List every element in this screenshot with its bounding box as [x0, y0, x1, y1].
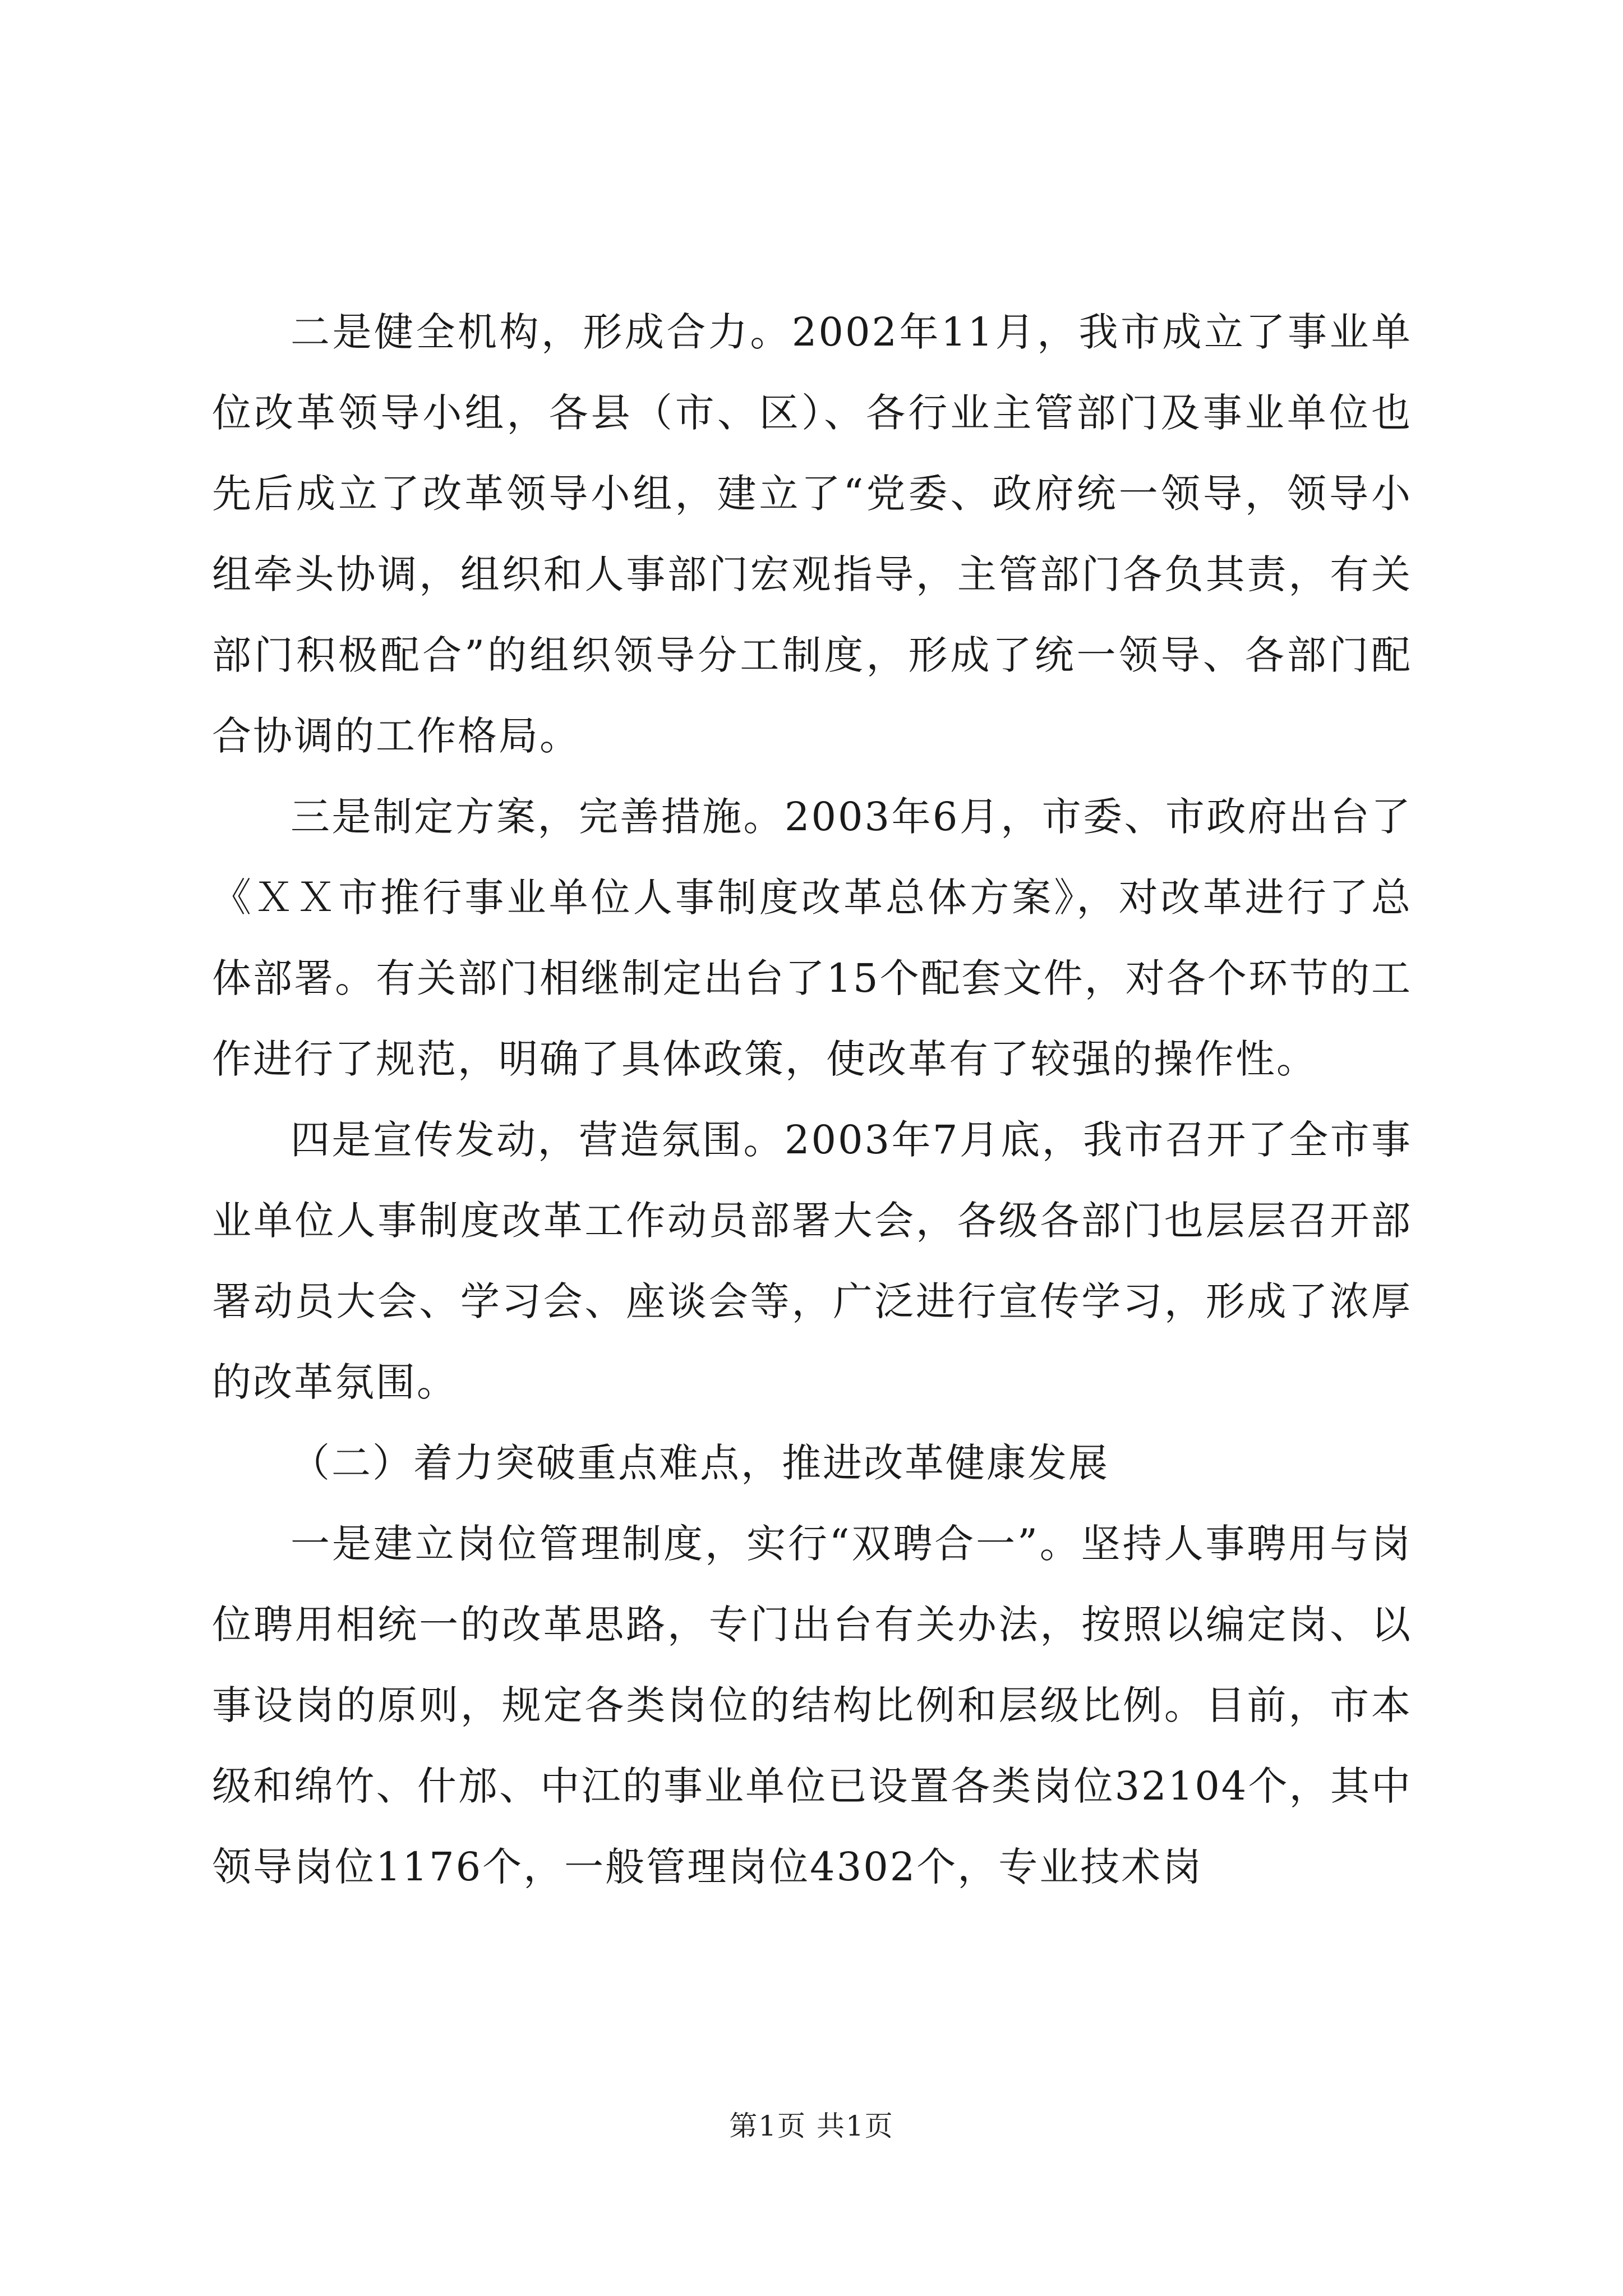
- section-heading: （二）着力突破重点难点，推进改革健康发展: [291, 1440, 1109, 1486]
- paragraph-3: 四是宣传发动，营造氛围。2003年7月底，我市召开了全市事业单位人事制度改革工作动员部署大会，各级各部门也层层召开部署动员大会、学习会、座谈会等，广泛进行宣传学习，形成了浓厚的改革氛围。: [212, 1117, 1412, 1405]
- page-footer: 第1页 共1页: [729, 2110, 894, 2142]
- paragraph-4: 一是建立岗位管理制度，实行“双聘合一”。坚持人事聘用与岗位聘用相统一的改革思路，专门出台有关办法，按照以编定岗、以事设岗的原则，规定各类岗位的结构比例和层级比例。目前，市本级和绵竹、什邡、中江的事业单位已设置各类岗位32104个，其中领导岗位1176个，一般管理岗位4302个，专业技术岗: [212, 1521, 1412, 1890]
- paragraph-1: 二是健全机构，形成合力。2002年11月，我市成立了事业单位改革领导小组，各县（市、区）、各行业主管部门及事业单位也先后成立了改革领导小组，建立了“党委、政府统一领导，领导小组牵头协调，组织和人事部门宏观指导，主管部门各负其责，有关部门积极配合”的组织领导分工制度，形成了统一领导、各部门配合协调的工作格局。: [212, 309, 1412, 759]
- document-body: [212, 292, 1412, 1907]
- paragraph-2: 三是制定方案，完善措施。2003年6月，市委、市政府出台了《ＸＸ市推行事业单位人事制度改革总体方案》，对改革进行了总体部署。有关部门相继制定出台了15个配套文件，对各个环节的工作进行了规范，明确了具体政策，使改革有了较强的操作性。: [212, 794, 1412, 1082]
